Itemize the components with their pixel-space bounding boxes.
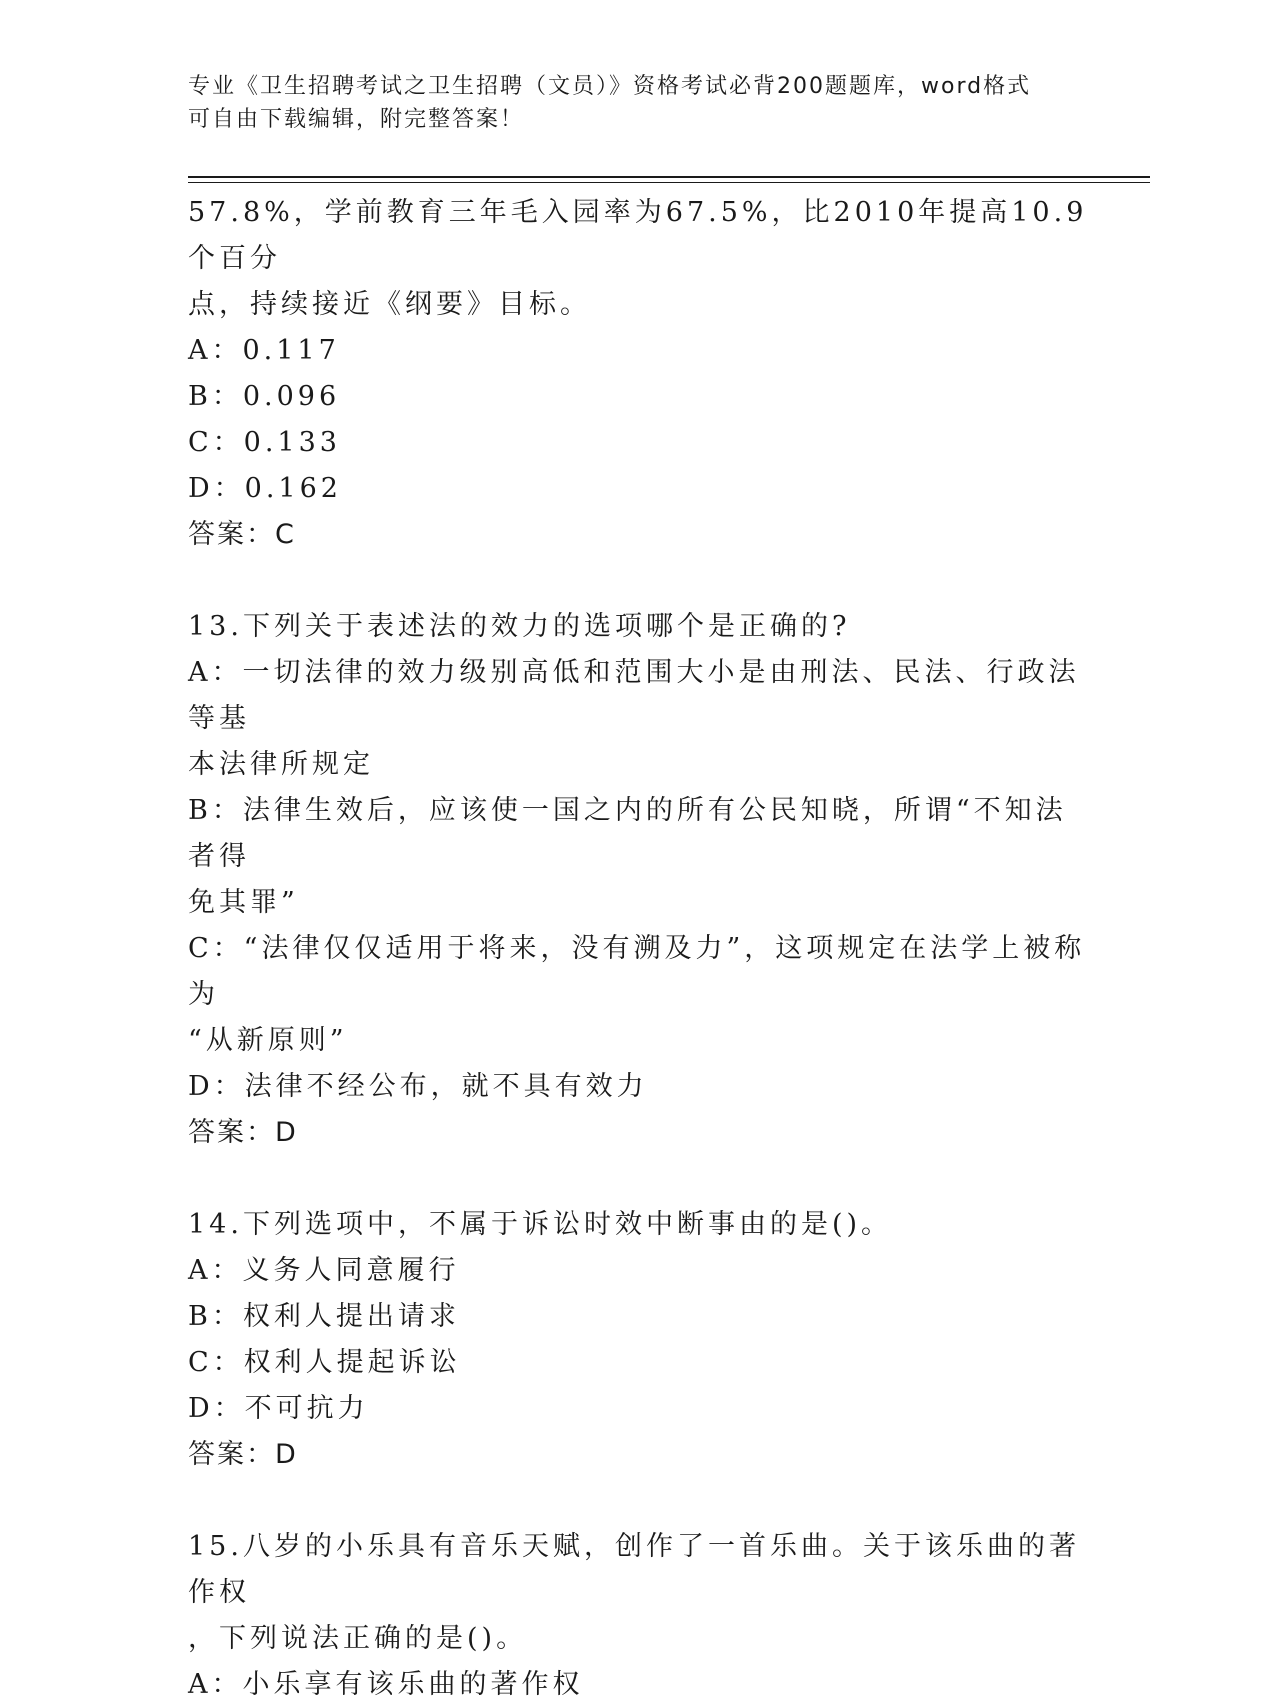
- header-title-line-2: 可自由下载编辑，附完整答案！: [188, 107, 525, 132]
- answer-line: 答案：C: [188, 519, 296, 550]
- header-rule-thick: [188, 176, 1150, 178]
- option-d: D：不可抗力: [188, 1393, 369, 1424]
- option-a: A：小乐享有该乐曲的著作权: [188, 1669, 584, 1700]
- option-b: B：权利人提出请求: [188, 1301, 460, 1332]
- option-a: A：义务人同意履行: [188, 1255, 460, 1286]
- spacer: [188, 1478, 1088, 1524]
- option-b-continued: 免其罪”: [188, 887, 299, 918]
- option-d: D：0.162: [188, 473, 342, 504]
- question-text-continued: ，下列说法正确的是()。: [188, 1623, 528, 1654]
- option-c: C：0.133: [188, 427, 341, 458]
- question-14: [188, 1202, 1088, 1478]
- header-rule-thin: [188, 182, 1150, 183]
- spacer: [188, 1156, 1088, 1202]
- question-text: 15.八岁的小乐具有音乐天赋，创作了一首乐曲。关于该乐曲的著作权: [188, 1531, 1080, 1608]
- page-header: [188, 70, 1078, 136]
- option-a: A：0.117: [188, 335, 340, 366]
- question-text: 14.下列选项中，不属于诉讼时效中断事由的是()。: [188, 1209, 893, 1240]
- header-title-line-1: 专业《卫生招聘考试之卫生招聘（文员）》资格考试必背200题题库，word格式: [188, 74, 1032, 99]
- option-c: C：“法律仅仅适用于将来，没有溯及力”，这项规定在法学上被称为: [188, 933, 1086, 1010]
- option-c: C：权利人提起诉讼: [188, 1347, 461, 1378]
- option-d: D：法律不经公布，就不具有效力: [188, 1071, 648, 1102]
- question-text-line: 57.8%，学前教育三年毛入园率为67.5%，比2010年提高10.9个百分: [188, 197, 1088, 274]
- question-text-line: 点，持续接近《纲要》目标。: [188, 289, 591, 320]
- option-c-continued: “从新原则”: [188, 1025, 348, 1056]
- question-15: [188, 1524, 1088, 1708]
- answer-line: 答案：D: [188, 1439, 298, 1470]
- option-b: B：法律生效后，应该使一国之内的所有公民知晓，所谓“不知法者得: [188, 795, 1067, 872]
- option-a-continued: 本法律所规定: [188, 749, 374, 780]
- spacer: [188, 558, 1088, 604]
- document-body: [188, 190, 1088, 1708]
- answer-line: 答案：D: [188, 1117, 298, 1148]
- question-13: [188, 604, 1088, 1156]
- option-a: A：一切法律的效力级别高低和范围大小是由刑法、民法、行政法等基: [188, 657, 1080, 734]
- question-12-continuation: [188, 190, 1088, 558]
- question-text: 13.下列关于表述法的效力的选项哪个是正确的?: [188, 611, 851, 642]
- option-b: B：0.096: [188, 381, 341, 412]
